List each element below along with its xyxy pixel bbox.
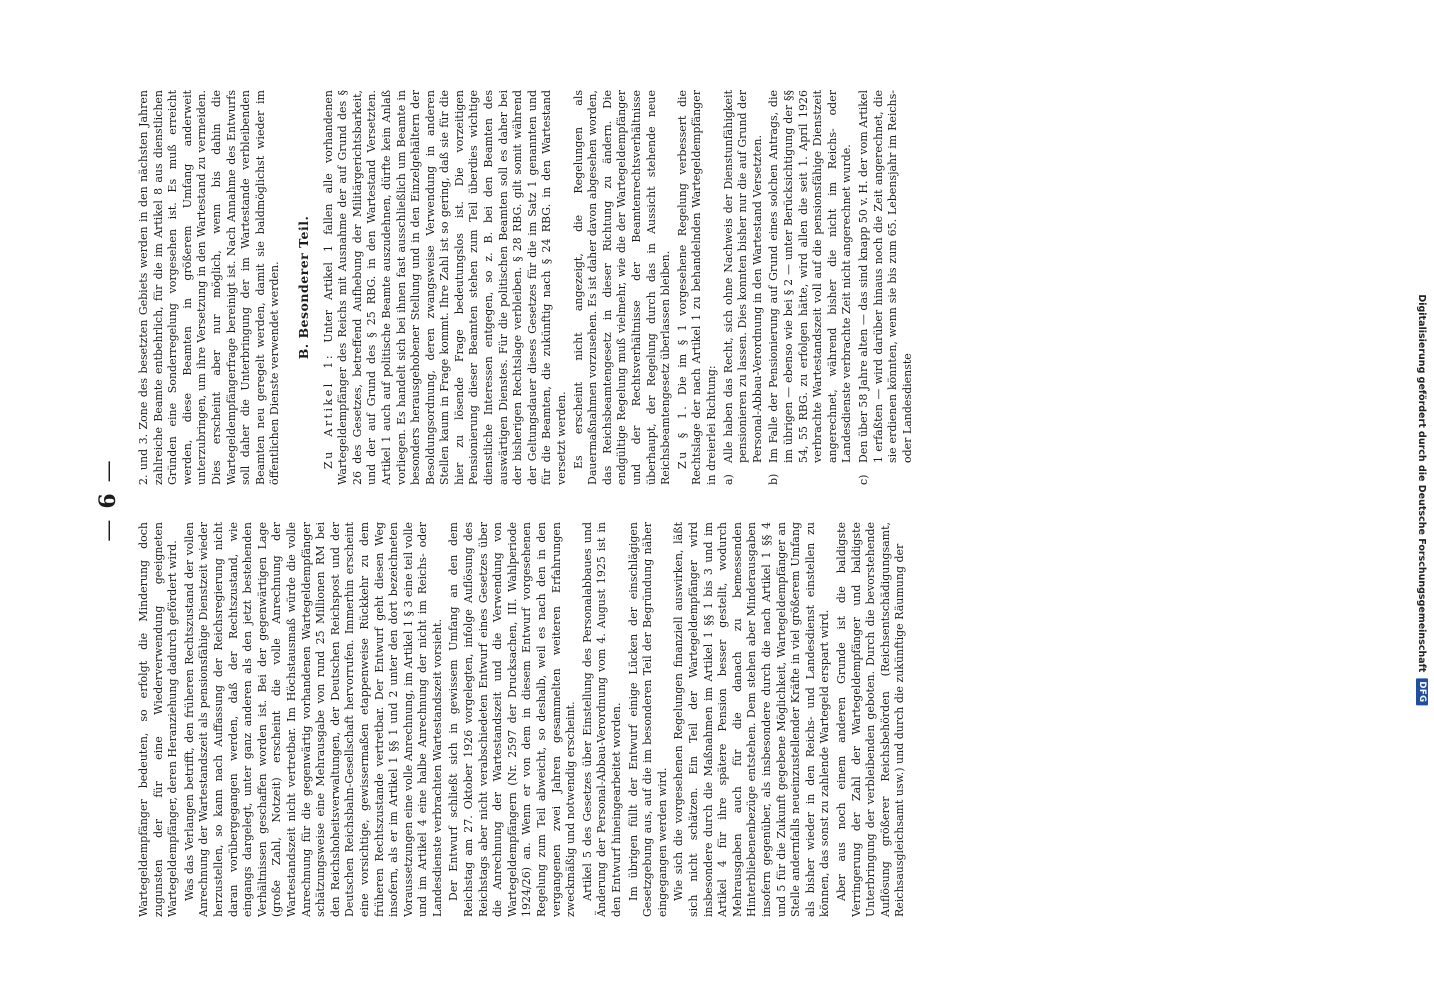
- page-number: 6: [95, 491, 121, 509]
- list-item-text: Den über 58 Jahre alten — das sind knapp 50 v. H. der vom Artikel 1 erfaßten — wird darüber hinaus noch die Zeit angerechnet, die sie erdienen könnten, wenn sie bis zum 65. Lebensjahr im Reichs- oder Landesdienste: [856, 90, 914, 463]
- list-item-text: Alle haben das Recht, sich ohne Nachweis der Dienstunfähigkeit pensionieren zu lassen. Dies konnten bisher nur die auf Grund der Personal-Abbau-Verordnung in den Wartestand Versetzten.: [721, 90, 764, 463]
- right-column: [137, 90, 917, 485]
- credit-text: Digitalisierung gefördert durch die Deutsche Forschungsgemeinschaft: [1416, 294, 1428, 673]
- list-item-label: a): [721, 474, 735, 485]
- list-item: [722, 90, 766, 485]
- list-item-label: c): [856, 474, 870, 485]
- paragraph: Wie sich die vorgesehenen Regelungen finanziell auswirken, läßt sich nicht schätzen. Ein Teil der Wartegeldempfänger wird insbesondere durch die Maßnahmen im Artikel 1 §§ 1 bis 3 und im Artikel 4 für ihre spätere Pension besser gestellt, wodurch Mehrausgaben auch für die danach zu bemessenden Hinterbliebenenbezüge entstehen. Dem stehen aber Minderausgaben insofern gegenüber, als insbesondere durch die nach Artikel 1 §§ 4 und 5 für die Zukunft gegebene Möglichkeit, Wartegeldempfänger an Stelle andernfalls neueinzustellender Kräfte in viel größerem Umfang als bisher wieder in den Reichs- und Landesdienst einstellen zu können, das sonst zu zahlende Wartegeld erspart wird.: [672, 522, 832, 917]
- page-header: — 6 —: [95, 458, 121, 542]
- paragraph: Zu Artikel 1: Unter Artikel 1 fallen alle vorhandenen Wartegeldempfänger des Reichs mit Ausnahme der auf Grund des § 26 des Gesetzes, betreffend Aufhebung der Militärgerichtsbarkeit, und der auf Grund des § 25 RBG. in den Wartestand Versetzten. Artikel 1 auch auf politische Beamte auszudehnen, dürfte kein Anlaß vorliegen. Es handelt sich bei ihnen fast ausschließlich um Beamte in besonders herausgehobener Stellung und in den Einzelgehältern der Besoldungsordnung, deren zwangsweise Verwendung in anderen Stellen kaum in Frage kommt. Ihre Zahl ist so gering, daß sie für die hier zu lösende Frage bedeutungslos ist. Die vorzeitigen Pensionierung dieser Beamten stehen zum Teil überdies wichtige dienstliche Interessen entgegen, so z. B. bei den Beamten des auswärtigen Dienstes. Für die politischen Beamten soll es daher bei der bisherigen Rechtslage verbleiben. § 28 RBG. gilt somit während der Geltungsdauer dieses Gesetzes für die im Satz 1 genannten und für die Beamten, die zukünftig nach § 24 RBG. in den Wartestand versetzt werden.: [321, 90, 569, 485]
- paragraph: Es erscheint nicht angezeigt, die Regelungen als Dauermaßnahmen vorzusehen. Es ist daher davon abgesehen worden, das Reichsbeamtengesetz in dieser Richtung zu ändern. Die endgültige Regelung muß vielmehr, wie die der Wartegeldempfänger und der Rechtsverhältnisse der Beamtenrechtsverhältnisse überhaupt, der Regelung durch das in Aussicht stehende neue Reichsbeamtengesetz überlassen bleiben.: [571, 90, 673, 485]
- section-title: B. Besonderer Teil.: [295, 215, 311, 360]
- list-item-label: b): [767, 473, 781, 485]
- digitization-credit: [1412, 10, 1432, 990]
- paragraph: Was das Verlangen betrifft, den früheren Rechtszustand der vollen Anrechnung der Wartestandszeit als pensionsfähige Dienstzeit wieder herzustellen, so kann nach Auffassung der Reichsregierung nicht daran vorübergegangen werden, daß der Rechtszustand, wie eingangs dargelegt, unter ganz anderen als den jetzt bestehenden Verhältnissen geschaffen worden ist. Bei der gegenwärtigen Lage (große Zahl, Notzeit) erscheint die volle Anrechnung der Wartestandszeit nicht vertretbar. Im Höchstausmaß würde die volle Anrechnung für die gegenwärtig vorhandenen Wartegeldempfänger schätzungsweise eine Mehrausgabe von rund 25 Millionen RM bei den Reichshoheitsverwaltungen, der Deutschen Reichspost und der Deutschen Reichsbahn-Gesellschaft hervorrufen. Immerhin erscheint eine vorsichtige, gewissermaßen etappenweise Rückkehr zu dem früheren Rechtszustande vertretbar. Der Entwurf geht diesen Weg insofern, als er im Artikel 1 §§ 1 und 2 unter den dort bezeichneten Voraussetzungen eine volle Anrechnung, im Artikel 1 § 3 eine teil volle und im Artikel 4 eine halbe Anrechnung der nicht im Reichs- oder Landesdienste verbrachten Wartestandszeit vorsieht.: [182, 522, 444, 917]
- paragraph: Im übrigen füllt der Entwurf einige Lücken der einschlägigen Gesetzgebung aus, auf die im besonderen Teil der Begründung näher eingegangen werden wird.: [626, 522, 669, 917]
- page-content: [95, 75, 975, 925]
- list-item: [857, 90, 915, 485]
- paragraph-lead: Zu § 1.: [675, 403, 689, 469]
- list-item: [767, 90, 855, 485]
- paragraph: Artikel 5 des Gesetzes über Einstellung des Personalabbaues und Änderung der Personal-Abbau-Verordnung vom 4. August 1925 ist in den Entwurf hineingearbeitet worden.: [580, 522, 623, 917]
- paragraph: Zu § 1. Die im § 1 vorgesehene Regelung verbessert die Rechtslage der nach Artikel 1 zu behandelnden Wartegeldempfänger in dreierlei Richtung:: [675, 89, 718, 485]
- paragraph: Aber aus noch einem anderen Grunde ist die baldigste Verringerung der Zahl der Wartegeldempfänger und baldigste Unterbringung der verbleibenden geboten. Durch die bevorstehende Auflösung größerer Reichsbehörden (Reichsentschädigungsamt, Reichsausgleichsamt usw.) und durch die zukünftige Räumung der: [834, 522, 907, 917]
- paragraph: Wartegeldempfänger bedeuten, so erfolgt die Minderung doch zugunsten der für eine Wiederverwendung geeigneten Wartegeldempfänger, deren Heranziehung dadurch gefördert wird.: [137, 522, 180, 917]
- list-item-text: Im Falle der Pensionierung auf Grund eines solchen Antrags, die im übrigen — ebenso wie bei § 2 — unter Berücksichtigung der §§ 54, 55 RBG. zu erfolgen hätte, wird allen die seit 1. April 1926 verbrachte Wartestandszeit voll auf die pensionsfähige Dienstzeit angerechnet, während bisher die nicht im Reichs- oder Landesdienste verbrachte Zeit nicht angerechnet wurde.: [767, 90, 854, 463]
- paragraph-lead: Zu Artikel 1:: [321, 352, 335, 469]
- dfg-logo: DFG: [1416, 678, 1428, 705]
- paragraph: 2. und 3. Zone des besetzten Gebiets werden in den nächsten Jahren zahlreiche Beamte entbehrlich, für die im Artikel 8 aus dienstlichen Gründen eine Sonderregelung vorgesehen ist. Es muß erreicht werden, diese Beamten in größerem Umfang anderweit unterzubringen, um ihre Versetzung in den Wartestand zu vermeiden. Dies erscheint aber nur möglich, wenn bis dahin die Wartegeldempfängerfrage bereinigt ist. Nach Annahme des Entwurfs soll daher die Unterbringung der im Wartestande verbleibenden Beamten neu geregelt werden, damit sie baldmöglichst wieder im öffentlichen Dienste verwendet werden.: [137, 90, 282, 485]
- left-column: [137, 522, 910, 917]
- scanned-page: [95, 75, 975, 925]
- paragraph: Der Entwurf schließt sich in gewissem Umfang an den dem Reichstag am 27. Oktober 1926 vorgelegten, infolge Auflösung des Reichstags aber nicht verabschiedeten Entwurf eines Gesetzes über die Anrechnung der Wartestandszeit und die Verwendung von Wartegeldempfängern (Nr. 2597 der Drucksachen, III. Wahlperiode 1924/26) an. Wenn er von dem in diesem Entwurf vorgesehenen Regelung zum Teil abweicht, so deshalb, weil es nach den in den vergangenen zwei Jahren gesammelten weiteren Erfahrungen zweckmäßig und notwendig erscheint.: [447, 522, 578, 917]
